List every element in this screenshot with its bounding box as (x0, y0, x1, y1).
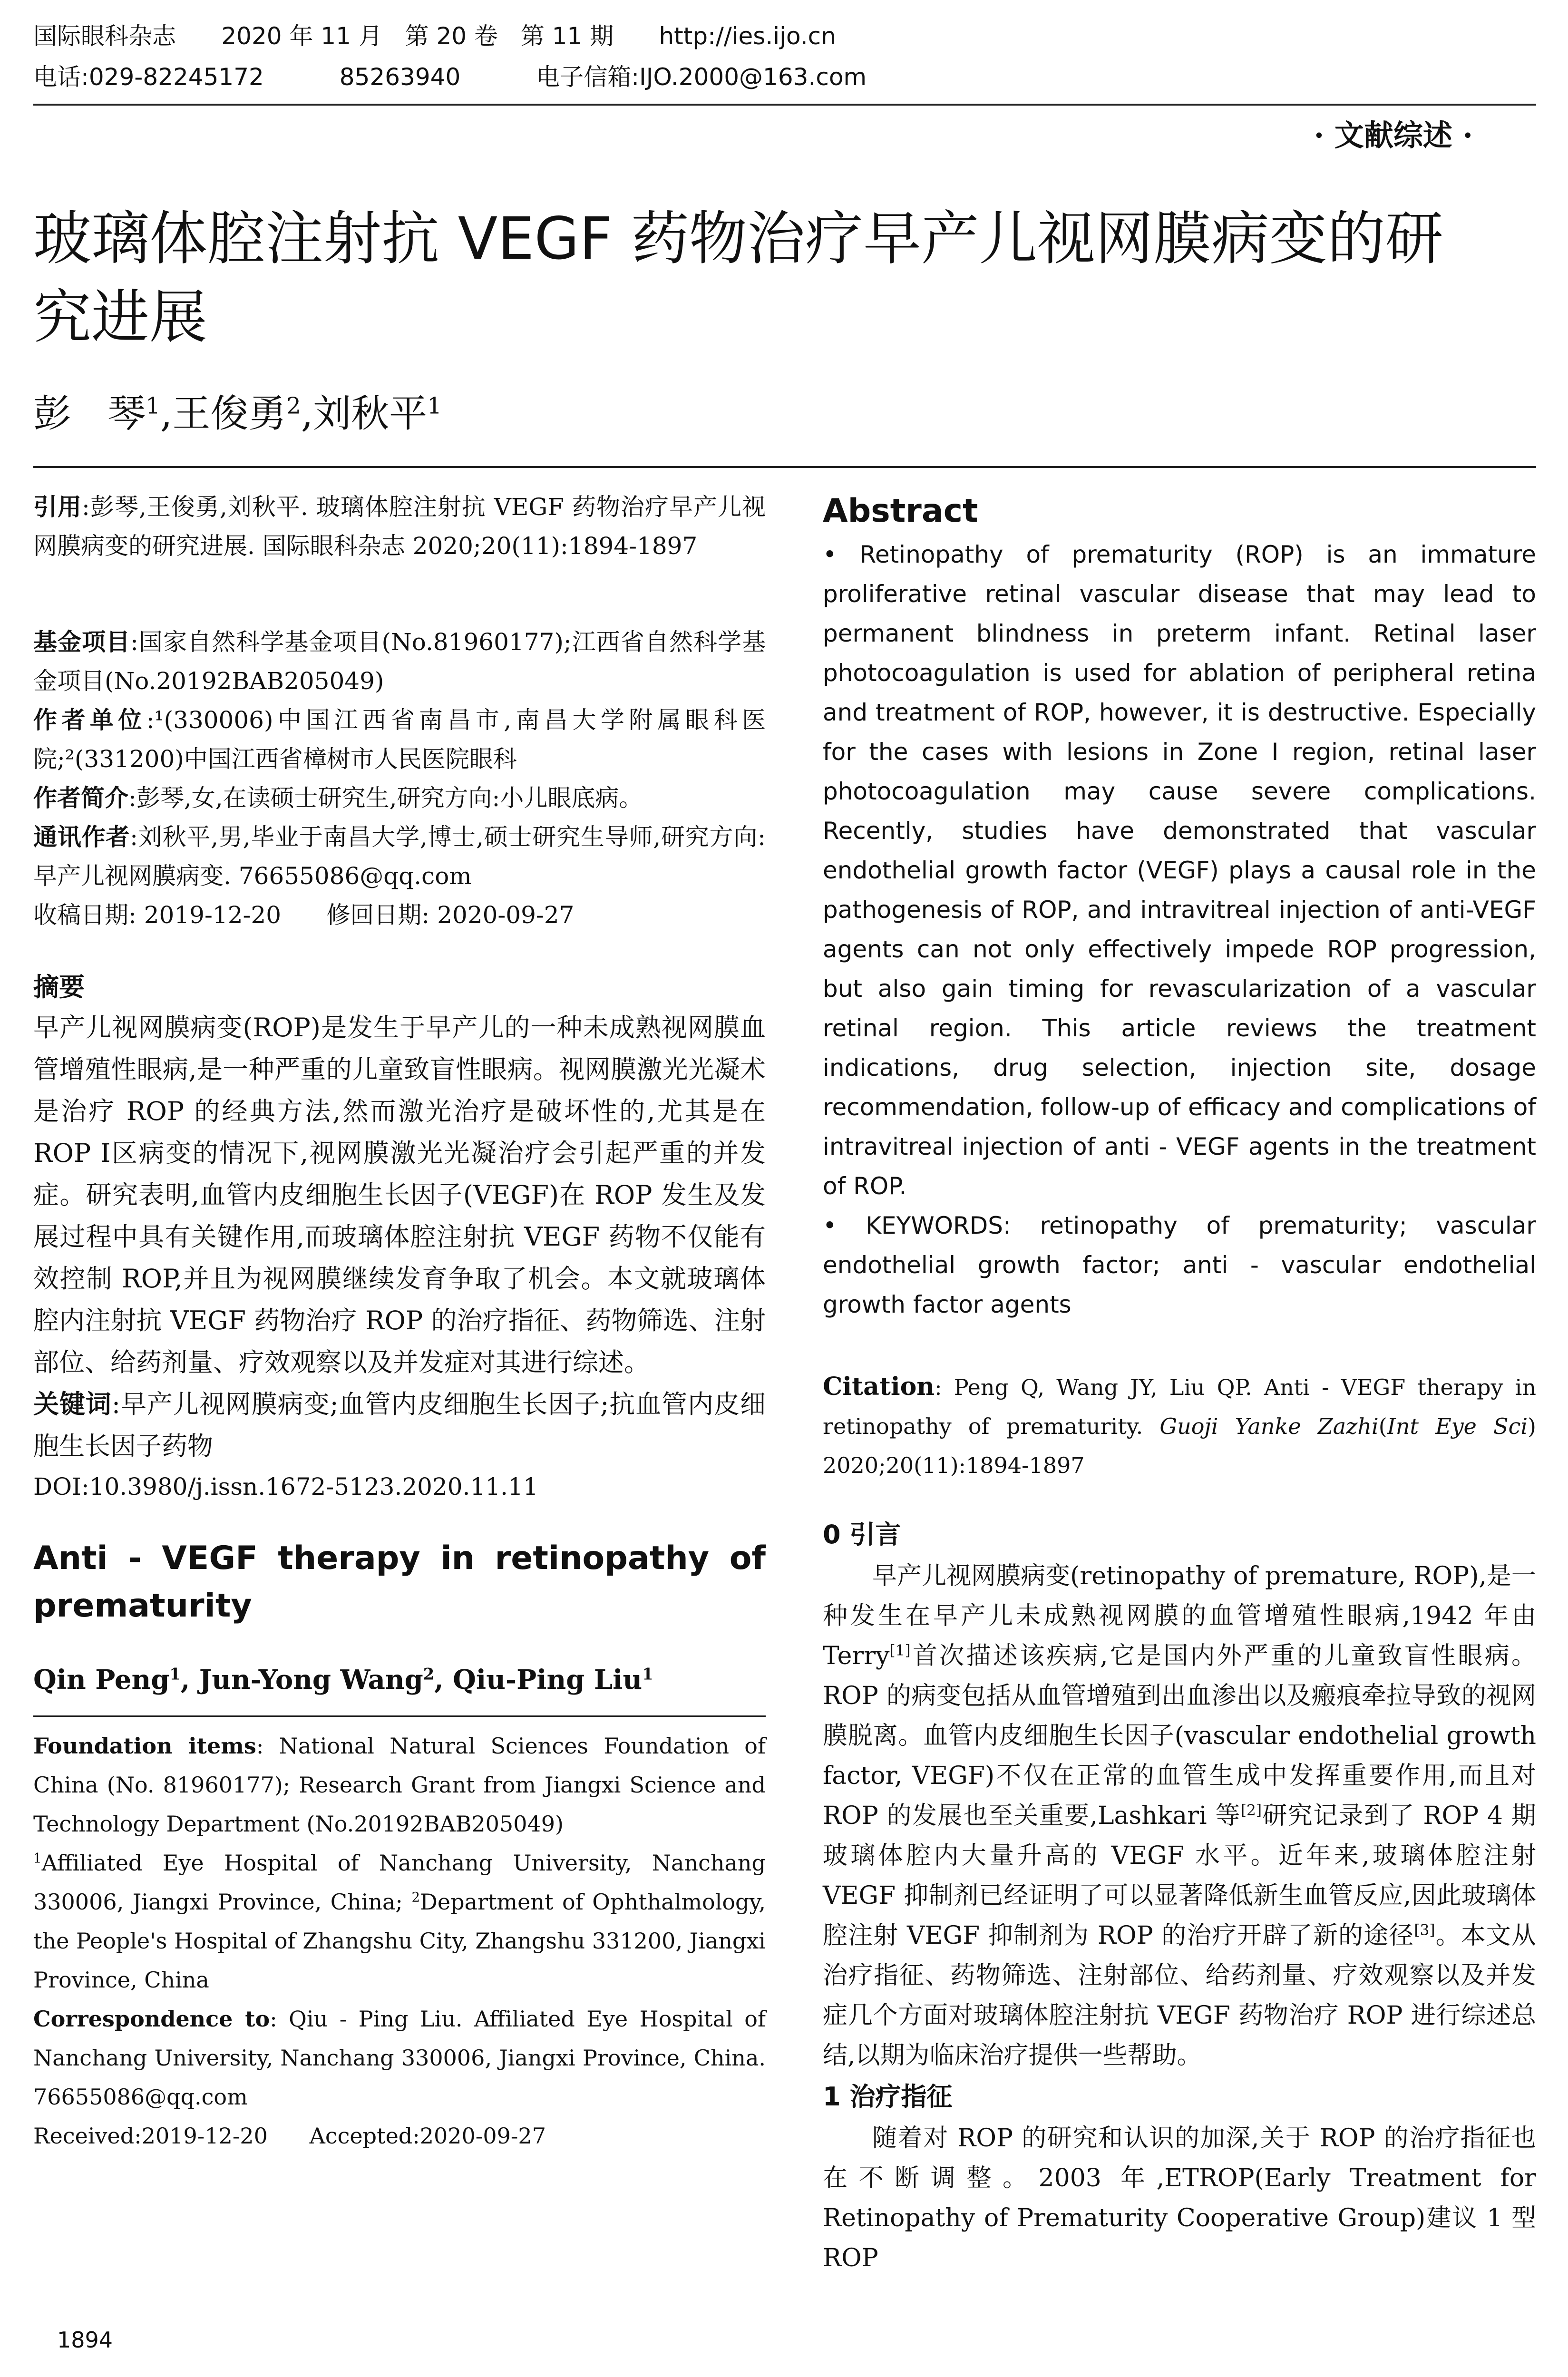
citation-cn (33, 487, 766, 565)
author-cn-2: ,王俊勇 (160, 391, 287, 436)
section1-heading: 1 治疗指征 (823, 2082, 953, 2112)
header-rule (33, 104, 1536, 106)
citation-en-text: : Peng Q, Wang JY, Liu QP. Anti - VEGF therapy in retinopathy of prematurity. (823, 1374, 1536, 1439)
intro-paragraph (823, 1556, 1536, 2075)
foundation-en-label: Foundation items (33, 1733, 256, 1759)
keywords-cn-text: :早产儿视网膜病变;血管内皮细胞生长因子;抗血管内皮细胞生长因子药物 (33, 1389, 766, 1461)
fund-cn (33, 623, 766, 701)
unit-cn (33, 701, 766, 779)
author-en-3: , Qiu-Ping Liu (434, 1664, 643, 1695)
intro-text-a: 早产儿视网膜病变(retinopathy of premature, ROP),是一种发生在早产儿未成熟视网膜的血管增殖性眼病,1942 年由 Terry (823, 1562, 1536, 1670)
page-number: 1894 (57, 2327, 113, 2353)
section1-paragraph: 随着对 ROP 的研究和认识的加深,关于 ROP 的治疗指征也在不断调整。2003 年,ETROP(Early Treatment for Retinopathy of Prematurity Cooperative Group)建议 1 型 ROP (823, 2124, 1536, 2272)
ref-2[interactable]: [2] (1240, 1802, 1262, 1819)
author-en-3-affil: 1 (642, 1664, 653, 1684)
bio-cn-text: :彭琴,女,在读硕士研究生,研究方向:小儿眼底病。 (128, 784, 643, 812)
citation-tail: ) 2020;20(11):1894-1897 (823, 1413, 1536, 1478)
aff1-text: Affiliated Eye Hospital of Nanchang University, Nanchang 330006, Jiangxi Province, China; (33, 1850, 766, 1915)
aff2-marker: 2 (411, 1889, 420, 1905)
abstract-en-text: • Retinopathy of prematurity (ROP) is an immature proliferative retinal vascular disease that may lead to permanent blindness in preterm infant. Retinal laser photocoagulation is used for ablation of peripheral retina and treatment of ROP, however, it is destructive. Especially for the cases with lesions in Zone I region, retinal laser photocoagulation may cause severe complications. Recently, studies have demonstrated that vascular endothelial growth factor (VEGF) plays a causal role in the pathogenesis of ROP, and intravitreal injection of anti-VEGF agents can not only effectively impede ROP progression, but also gain timing for revascularization of a vascular retinal region. This article reviews the treatment indications, drug selection, injection site, dosage recommendation, follow-up of efficacy and complications of intravitreal injection of anti - VEGF agents in the treatment of ROP. (823, 541, 1536, 1200)
title-en-line2: prematurity (33, 1587, 252, 1625)
aff1-marker: 1 (33, 1850, 42, 1866)
intro-heading: 0 引言 (823, 1520, 901, 1549)
author-cn-3: ,刘秋平 (301, 391, 428, 436)
unit-cn-label: 作者单位 (33, 706, 146, 734)
fund-cn-text: :国家自然科学基金项目(No.81960177);江西省自然科学基金项目(No.20192BAB205049) (33, 628, 766, 695)
citation-journal-en: Int Eye Sci (1387, 1413, 1528, 1439)
title-cn-line1: 玻璃体腔注射抗 VEGF 药物治疗早产儿视网膜病变的研 (33, 205, 1443, 273)
journal-header-line1 (33, 21, 836, 51)
title-cn (33, 200, 1536, 357)
corr-cn-label: 通讯作者 (33, 823, 130, 851)
authors-en (33, 1658, 766, 1701)
citation-cn-text: :彭琴,王俊勇,刘秋平. 玻璃体腔注射抗 VEGF 药物治疗早产儿视网膜病变的研究进展. 国际眼科杂志 2020;20(11):1894-1897 (33, 493, 766, 560)
title-en (33, 1535, 766, 1630)
left-column (33, 487, 766, 2155)
correspondence-en-label: Correspondence to (33, 2006, 270, 2032)
author-cn-1-affil: 1 (146, 392, 160, 419)
aff2-text: Department of Ophthalmology, the People's Hospital of Zhangshu City, Zhangshu 331200, Jiangxi Province, China (33, 1889, 766, 1993)
author-cn-2-affil: 2 (286, 392, 301, 419)
foundation-en (33, 1726, 766, 1843)
authors-rule (33, 466, 1536, 468)
author-cn-3-affil: 1 (427, 392, 442, 419)
right-column (823, 487, 1536, 2278)
section-tag: · 文献综述 · (1314, 118, 1473, 153)
intro-text-b: 首次描述该疾病,它是国内外严重的儿童致盲性眼病。ROP 的病变包括从血管增殖到出血渗出以及瘢痕牵拉导致的视网膜脱离。血管内皮细胞生长因子(vascular endothelial growth factor, VEGF)不仅在正常的血管生成中发挥重要作用,而且对 ROP 的发展也至关重要,Lashkari 等 (823, 1642, 1536, 1830)
revised-cn: 修回日期: 2020-09-27 (326, 901, 575, 929)
corr-cn-text: :刘秋平,男,毕业于南昌大学,博士,硕士研究生导师,研究方向:早产儿视网膜病变. 76655086@qq.com (33, 823, 766, 890)
fund-cn-label: 基金项目 (33, 628, 131, 656)
journal-header-line2 (33, 62, 867, 92)
phone: 电话:029-82245172 (33, 63, 264, 91)
title-cn-line2: 究进展 (33, 283, 207, 351)
abstract-en-heading: Abstract (823, 492, 978, 530)
ref-1[interactable]: [1] (889, 1642, 911, 1659)
abstract-cn-text: 早产儿视网膜病变(ROP)是发生于早产儿的一种未成熟视网膜血管增殖性眼病,是一种严重的儿童致盲性眼病。视网膜激光光凝术是治疗 ROP 的经典方法,然而激光治疗是破坏性的,尤其是在 ROP Ⅰ区病变的情况下,视网膜激光光凝治疗会引起严重的并发症。研究表明,血管内皮细胞生长因子(VEGF)在 ROP 发生及发展过程中具有关键作用,而玻璃体腔注射抗 VEGF 药物不仅能有效控制 ROP,并且为视网膜继续发育争取了机会。本文就玻璃体腔内注射抗 VEGF 药物治疗 ROP 的治疗指征、药物筛选、注射部位、给药剂量、疗效观察以及并发症对其进行综述。 (33, 1013, 766, 1377)
citation-en-label: Citation (823, 1372, 935, 1401)
doi[interactable]: DOI:10.3980/j.issn.1672-5123.2020.11.11 (33, 1473, 538, 1500)
journal-name: 国际眼科杂志 (33, 22, 176, 50)
accepted-en: Accepted:2020-09-27 (309, 2123, 546, 2149)
dates-cn (33, 896, 766, 935)
citation-cn-label: 引用 (33, 493, 82, 521)
correspondence-en (33, 1999, 766, 2116)
correspondence-en-text: : Qiu - Ping Liu. Affiliated Eye Hospital of Nanchang University, Nanchang 330006, Jiangxi Province, China. 76655086@qq.com (33, 2006, 766, 2110)
phone-2: 85263940 (339, 63, 461, 91)
bio-cn-label: 作者简介 (33, 784, 128, 812)
author-en-2: , Jun-Yong Wang (180, 1664, 423, 1695)
keywords-cn-label: 关键词 (33, 1389, 112, 1419)
ref-3[interactable]: [3] (1414, 1921, 1435, 1939)
author-cn-1: 彭 琴 (33, 391, 146, 436)
issue-info: 2020 年 11 月 第 20 卷 第 11 期 (221, 22, 614, 50)
received-cn: 收稿日期: 2019-12-20 (33, 901, 282, 929)
authors-cn (33, 390, 442, 438)
unit-cn-text: :¹(330006)中国江西省南昌市,南昌大学附属眼科医院;²(331200)中国江西省樟树市人民医院眼科 (33, 706, 766, 773)
foundation-en-text: : National Natural Sciences Foundation of China (No. 81960177); Research Grant from Jiangxi Science and Technology Department (No.20192BAB205049) (33, 1733, 766, 1837)
keywords-cn (33, 1383, 766, 1467)
author-en-1: Qin Peng (33, 1664, 170, 1695)
author-en-2-affil: 2 (423, 1664, 435, 1684)
affiliations-en (33, 1843, 766, 1999)
citation-en (823, 1367, 1536, 1485)
corr-cn (33, 818, 766, 896)
abstract-cn-heading: 摘要 (33, 972, 85, 1002)
citation-journal: Guoji Yanke Zazhi (1159, 1413, 1379, 1439)
author-en-1-affil: 1 (169, 1664, 181, 1684)
dates-en (33, 2116, 766, 2155)
email[interactable]: 电子信箱:IJO.2000@163.com (536, 63, 867, 91)
citation-paren: ( (1378, 1413, 1387, 1439)
intro-text-c: 研究记录到了 ROP 4 期玻璃体腔内大量升高的 VEGF 水平。近年来,玻璃体腔注射 VEGF 抑制剂已经证明了可以显著降低新生血管反应,因此玻璃体腔注射 VEGF 抑制剂为 ROP 的治疗开辟了新的途径 (823, 1802, 1536, 1950)
intro-text-d: 。本文从治疗指征、药物筛选、注射部位、给药剂量、疗效观察以及并发症几个方面对玻璃体腔注射抗 VEGF 药物治疗 ROP 进行综述总结,以期为临床治疗提供一些帮助。 (823, 1921, 1536, 2070)
title-en-line1: Anti - VEGF therapy in retinopathy of (33, 1539, 766, 1577)
bio-cn (33, 779, 766, 818)
authors-en-rule (33, 1715, 766, 1717)
received-en: Received:2019-12-20 (33, 2123, 268, 2149)
keywords-en: • KEYWORDS: retinopathy of prematurity; vascular endothelial growth factor; anti - vascular endothelial growth factor agents (823, 1212, 1536, 1318)
journal-url[interactable]: http://ies.ijo.cn (659, 22, 836, 50)
